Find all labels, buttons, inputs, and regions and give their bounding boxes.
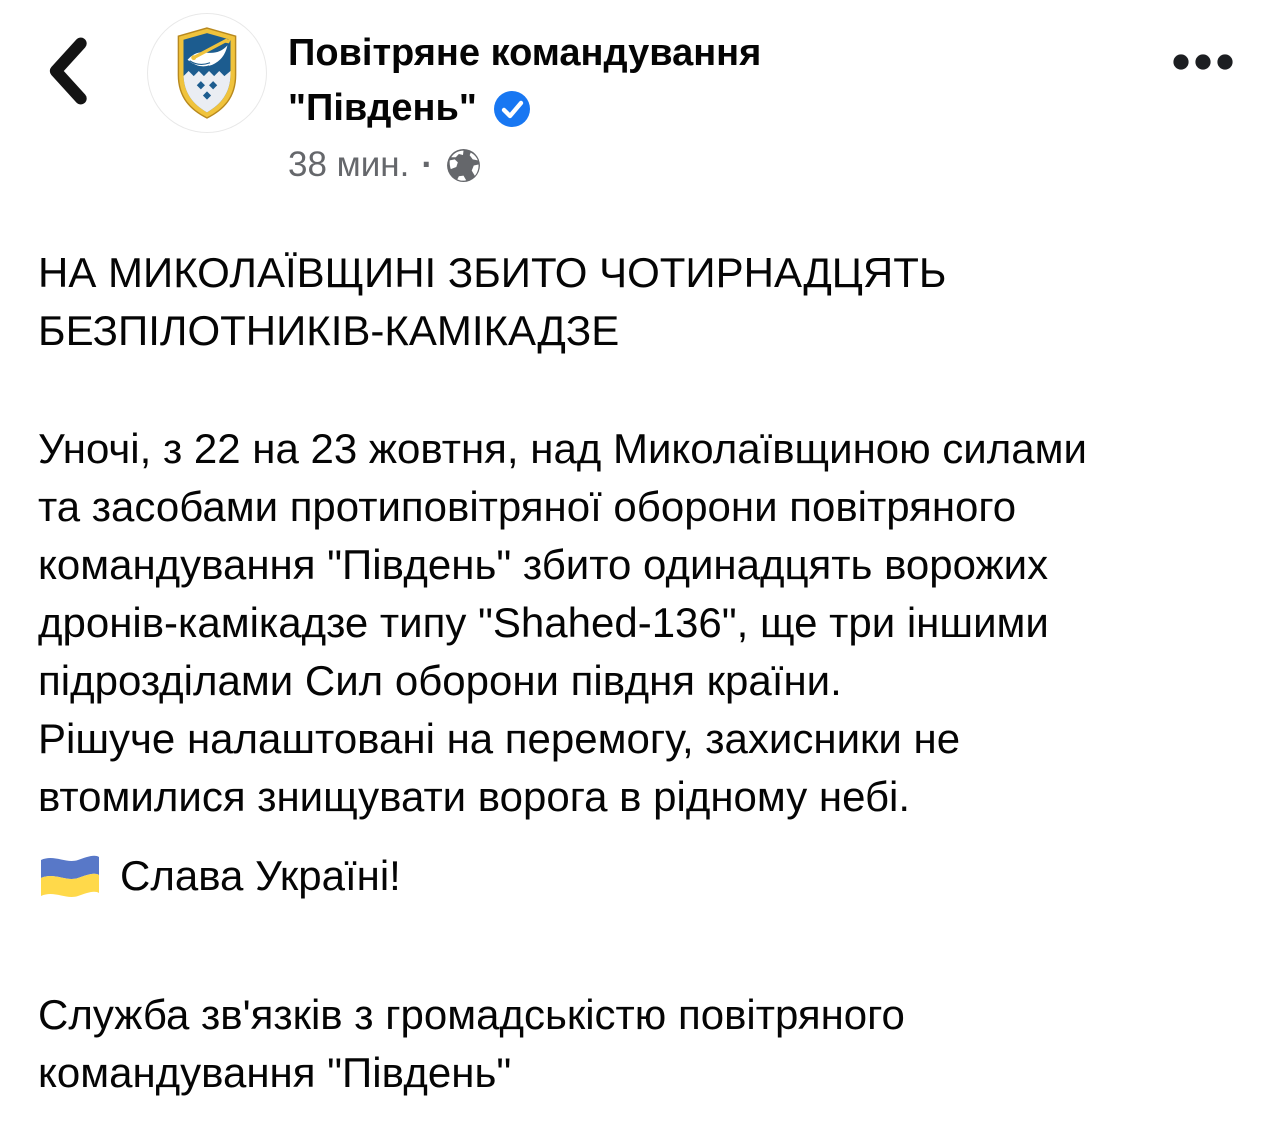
more-options-ellipsis-icon bbox=[1172, 53, 1234, 71]
post-title-line: БЕЗПІЛОТНИКІВ-КАМІКАДЗЕ bbox=[38, 307, 620, 354]
post-text-line: та засобами протиповітряної оборони повітряного bbox=[38, 483, 1017, 530]
post-header-text bbox=[288, 26, 761, 185]
page-avatar[interactable] bbox=[148, 14, 266, 132]
chevron-left-icon bbox=[34, 36, 100, 106]
post-text-line: дронів-камікадзе типу "Shahed-136", ще три іншими bbox=[38, 599, 1049, 646]
post-text-line: підрозділами Сил оборони півдня країни. bbox=[38, 657, 842, 704]
globe-public-icon bbox=[445, 147, 482, 184]
timestamp-row bbox=[288, 145, 761, 185]
post-text-line: командування "Південь" збито одинадцять ворожих bbox=[38, 541, 1049, 588]
post-text-line: Уночі, з 22 на 23 жовтня, над Миколаївщиною силами bbox=[38, 425, 1087, 472]
page-name-line1[interactable]: Повітряне командування bbox=[288, 32, 762, 74]
page-name-line2: "Південь" bbox=[288, 87, 477, 129]
dot-separator: · bbox=[421, 145, 433, 184]
more-options-button[interactable] bbox=[1168, 40, 1238, 84]
slava-ukraini-text: Слава Україні! bbox=[120, 852, 401, 899]
air-command-south-shield-emblem bbox=[176, 26, 238, 120]
post-footer-line: Служба зв'язків з громадськістю повітряного bbox=[38, 991, 905, 1038]
post-title-line: НА МИКОЛАЇВЩИНІ ЗБИТО ЧОТИРНАДЦЯТЬ bbox=[38, 249, 947, 296]
page-name-line2-row[interactable] bbox=[288, 81, 761, 136]
post-footer-line: командування "Південь" bbox=[38, 1049, 512, 1096]
slava-ukraini-line bbox=[38, 846, 1250, 906]
post-text-line: Рішуче налаштовані на перемогу, захисники не bbox=[38, 715, 961, 762]
back-button[interactable] bbox=[34, 36, 100, 106]
timestamp[interactable]: 38 мин. bbox=[288, 145, 410, 184]
paragraph-spacer bbox=[38, 906, 1250, 986]
post-text-line: втомилися знищувати ворога в рідному небі. bbox=[38, 773, 911, 820]
post-content bbox=[38, 244, 1250, 1102]
paragraph-spacer bbox=[38, 360, 1250, 420]
ukraine-flag-icon bbox=[38, 852, 102, 900]
verified-badge-icon bbox=[492, 89, 532, 129]
